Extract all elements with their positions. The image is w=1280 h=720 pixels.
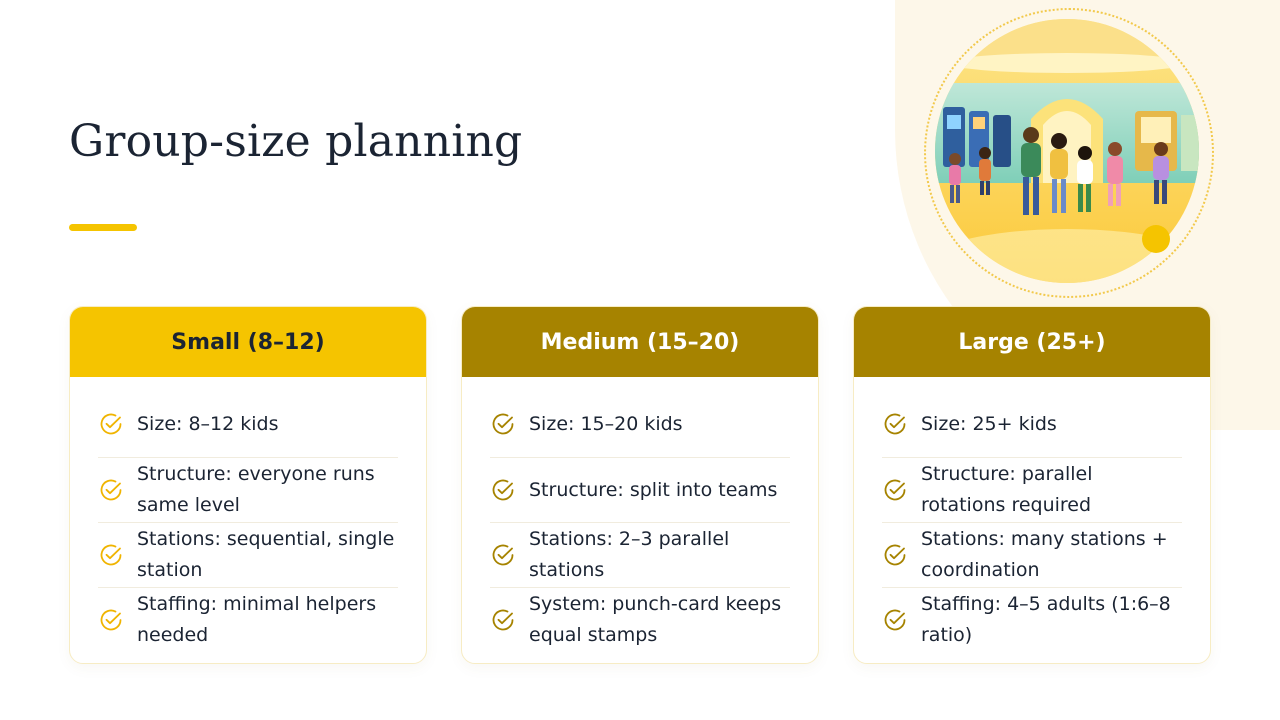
item-text: Stations: 2–3 parallel stations	[529, 528, 730, 581]
card-small-header: Small (8–12)	[70, 307, 426, 377]
slide-title: Group-size planning	[69, 116, 523, 167]
list-item	[882, 588, 1182, 652]
item-text: Structure: split into teams	[529, 478, 778, 501]
list-item	[490, 588, 790, 652]
card-large	[853, 306, 1211, 664]
item-text: Size: 8–12 kids	[137, 412, 279, 435]
check-circle-icon	[490, 607, 516, 633]
list-item	[490, 523, 790, 588]
card-large-header: Large (25+)	[854, 307, 1210, 377]
list-item	[490, 458, 790, 523]
list-item	[98, 523, 398, 588]
check-circle-icon	[98, 477, 124, 503]
list-item	[490, 391, 790, 458]
card-small	[69, 306, 427, 664]
card-medium-header: Medium (15–20)	[462, 307, 818, 377]
card-small-list	[70, 377, 426, 652]
list-item	[98, 458, 398, 523]
list-item	[882, 458, 1182, 523]
accent-dot	[1142, 225, 1170, 253]
item-text: Staffing: minimal helpers needed	[137, 593, 377, 646]
check-circle-icon	[98, 542, 124, 568]
item-text: Stations: many stations + coordination	[921, 528, 1168, 581]
hero-photo-frame	[924, 8, 1214, 298]
list-item	[882, 523, 1182, 588]
check-circle-icon	[98, 607, 124, 633]
title-underline	[69, 224, 137, 231]
check-circle-icon	[98, 411, 124, 437]
item-text: System: punch-card keeps equal stamps	[529, 593, 782, 646]
item-text: Stations: sequential, single station	[137, 528, 395, 581]
check-circle-icon	[882, 607, 908, 633]
check-circle-icon	[882, 477, 908, 503]
check-circle-icon	[882, 411, 908, 437]
item-text: Size: 25+ kids	[921, 412, 1057, 435]
item-text: Staffing: 4–5 adults (1:6–8 ratio)	[921, 593, 1171, 646]
card-large-list	[854, 377, 1210, 652]
item-text: Structure: parallel rotations required	[921, 463, 1093, 516]
check-circle-icon	[490, 477, 516, 503]
item-text: Structure: everyone runs same level	[137, 463, 375, 516]
list-item	[98, 588, 398, 652]
card-medium-list	[462, 377, 818, 652]
check-circle-icon	[490, 542, 516, 568]
list-item	[98, 391, 398, 458]
list-item	[882, 391, 1182, 458]
check-circle-icon	[882, 542, 908, 568]
card-medium	[461, 306, 819, 664]
check-circle-icon	[490, 411, 516, 437]
item-text: Size: 15–20 kids	[529, 412, 683, 435]
